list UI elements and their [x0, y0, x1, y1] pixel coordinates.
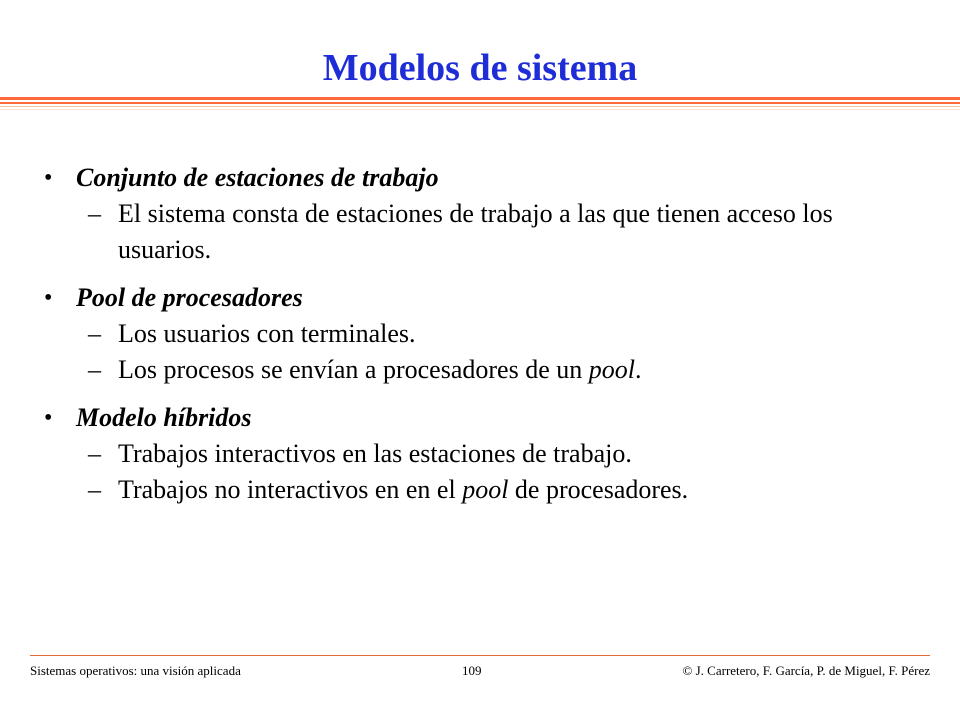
- sub-item-text: El sistema consta de estaciones de trabajo a las que tienen acceso los usuarios.: [118, 199, 833, 264]
- sub-item: [44, 196, 924, 268]
- footer-book-title: Sistemas operativos: una visión aplicada: [30, 663, 241, 678]
- bullet-heading: Conjunto de estaciones de trabajo: [76, 163, 439, 192]
- sub-item-text: Los procesos se envían a procesadores de un pool.: [118, 355, 642, 384]
- bullet-marker: •: [44, 405, 53, 431]
- sub-item: [44, 436, 924, 472]
- dash-marker: –: [88, 199, 101, 228]
- bullet-item: [44, 160, 924, 268]
- footer-page-number: 109: [462, 663, 482, 678]
- sub-item-text: Los usuarios con terminales.: [118, 319, 416, 348]
- sub-item: [44, 472, 924, 508]
- sub-item-text: Trabajos no interactivos en en el pool de procesadores.: [118, 475, 689, 504]
- bullet-marker: •: [44, 285, 53, 311]
- title-underline-2: [0, 102, 960, 104]
- dash-marker: –: [88, 355, 101, 384]
- dash-marker: –: [88, 439, 101, 468]
- bullet-list: [44, 160, 924, 520]
- sub-item: [44, 352, 924, 388]
- footer-divider: [30, 655, 930, 656]
- bullet-item: [44, 400, 924, 508]
- footer: [30, 661, 930, 681]
- dash-marker: –: [88, 475, 101, 504]
- bullet-heading: Modelo híbridos: [76, 403, 252, 432]
- sub-item-text: Trabajos interactivos en las estaciones de trabajo.: [118, 439, 632, 468]
- bullet-marker: •: [44, 165, 53, 191]
- title-underline-4: [0, 109, 960, 110]
- title-underline: [0, 97, 960, 100]
- slide-title: Modelos de sistema: [322, 47, 638, 89]
- title-underline-3: [0, 106, 960, 107]
- bullet-item: [44, 280, 924, 388]
- sub-item: [44, 316, 924, 352]
- dash-marker: –: [88, 319, 101, 348]
- bullet-heading: Pool de procesadores: [76, 283, 303, 312]
- footer-copyright: © J. Carretero, F. García, P. de Miguel, F. Pérez: [682, 663, 930, 678]
